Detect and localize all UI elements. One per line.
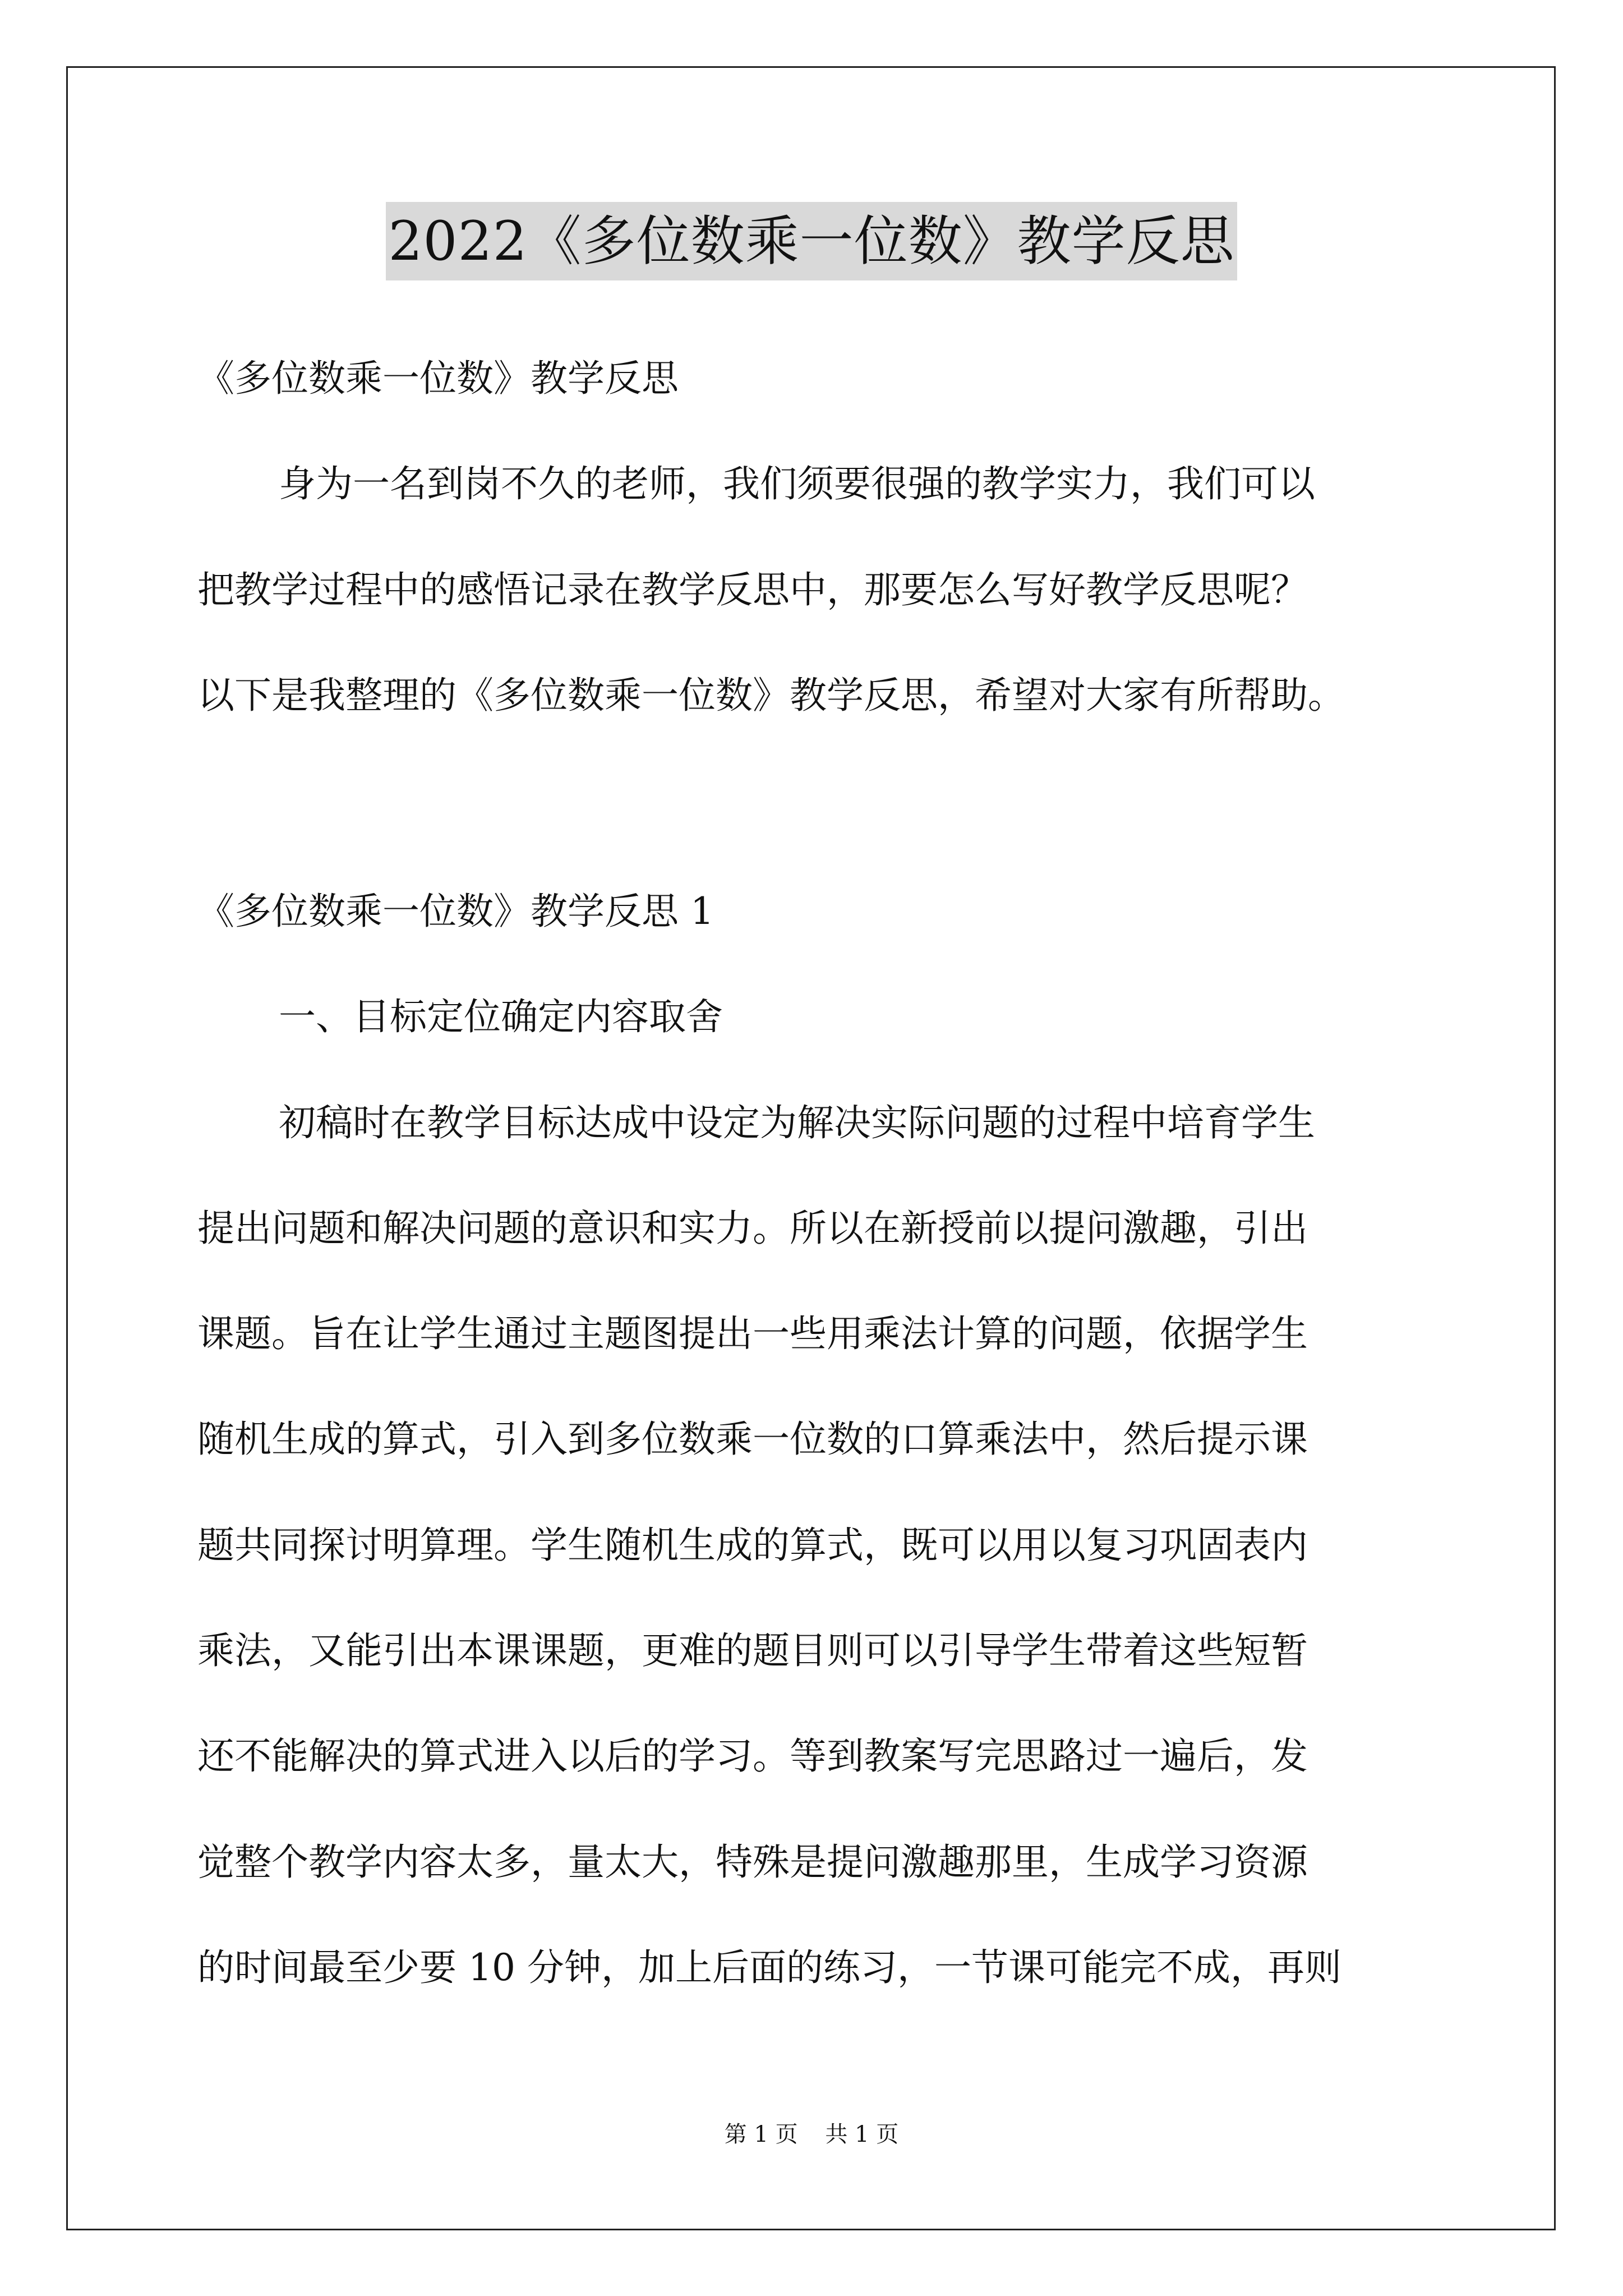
body-line-7: 还不能解决的算式进入以后的学习。等到教案写完思路过一遍后，发: [197, 1734, 1308, 1778]
body-line-4: 随机生成的算式，引入到多位数乘一位数的口算乘法中，然后提示课: [197, 1418, 1308, 1461]
document-title: 2022《多位数乘一位数》教学反思: [386, 202, 1237, 280]
body-line-8: 觉整个教学内容太多，量太大，特殊是提问激趣那里，生成学习资源: [197, 1841, 1308, 1884]
title-container: [0, 202, 1623, 280]
body-line-2: 提出问题和解决问题的意识和实力。所以在新授前以提问激趣，引出: [197, 1207, 1308, 1250]
body-line-6: 乘法，又能引出本课课题，更难的题目则可以引导学生带着这些短暂: [197, 1629, 1308, 1672]
document-subtitle: 《多位数乘一位数》教学反思: [197, 357, 679, 400]
page-footer: [0, 2118, 1623, 2151]
page-number: 第 1 页: [724, 2122, 798, 2147]
body-line-5: 题共同探讨明算理。学生随机生成的算式，既可以用以复习巩固表内: [197, 1524, 1308, 1567]
intro-line-3: 以下是我整理的《多位数乘一位数》教学反思，希望对大家有所帮助。: [197, 674, 1345, 717]
sub-heading: 一、目标定位确定内容取舍: [279, 995, 723, 1038]
body-line-1: 初稿时在教学目标达成中设定为解决实际问题的过程中培育学生: [279, 1101, 1315, 1144]
body-line-3: 课题。旨在让学生通过主题图提出一些用乘法计算的问题，依据学生: [197, 1312, 1308, 1355]
section-heading: 《多位数乘一位数》教学反思 1: [197, 890, 714, 933]
intro-line-2: 把教学过程中的感悟记录在教学反思中，那要怎么写好教学反思呢？: [197, 568, 1308, 611]
body-line-9: 的时间最至少要 10 分钟，加上后面的练习，一节课可能完不成，再则: [197, 1946, 1341, 1989]
page-total: 共 1 页: [825, 2122, 899, 2147]
intro-line-1: 身为一名到岗不久的老师，我们须要很强的教学实力，我们可以: [279, 462, 1315, 505]
